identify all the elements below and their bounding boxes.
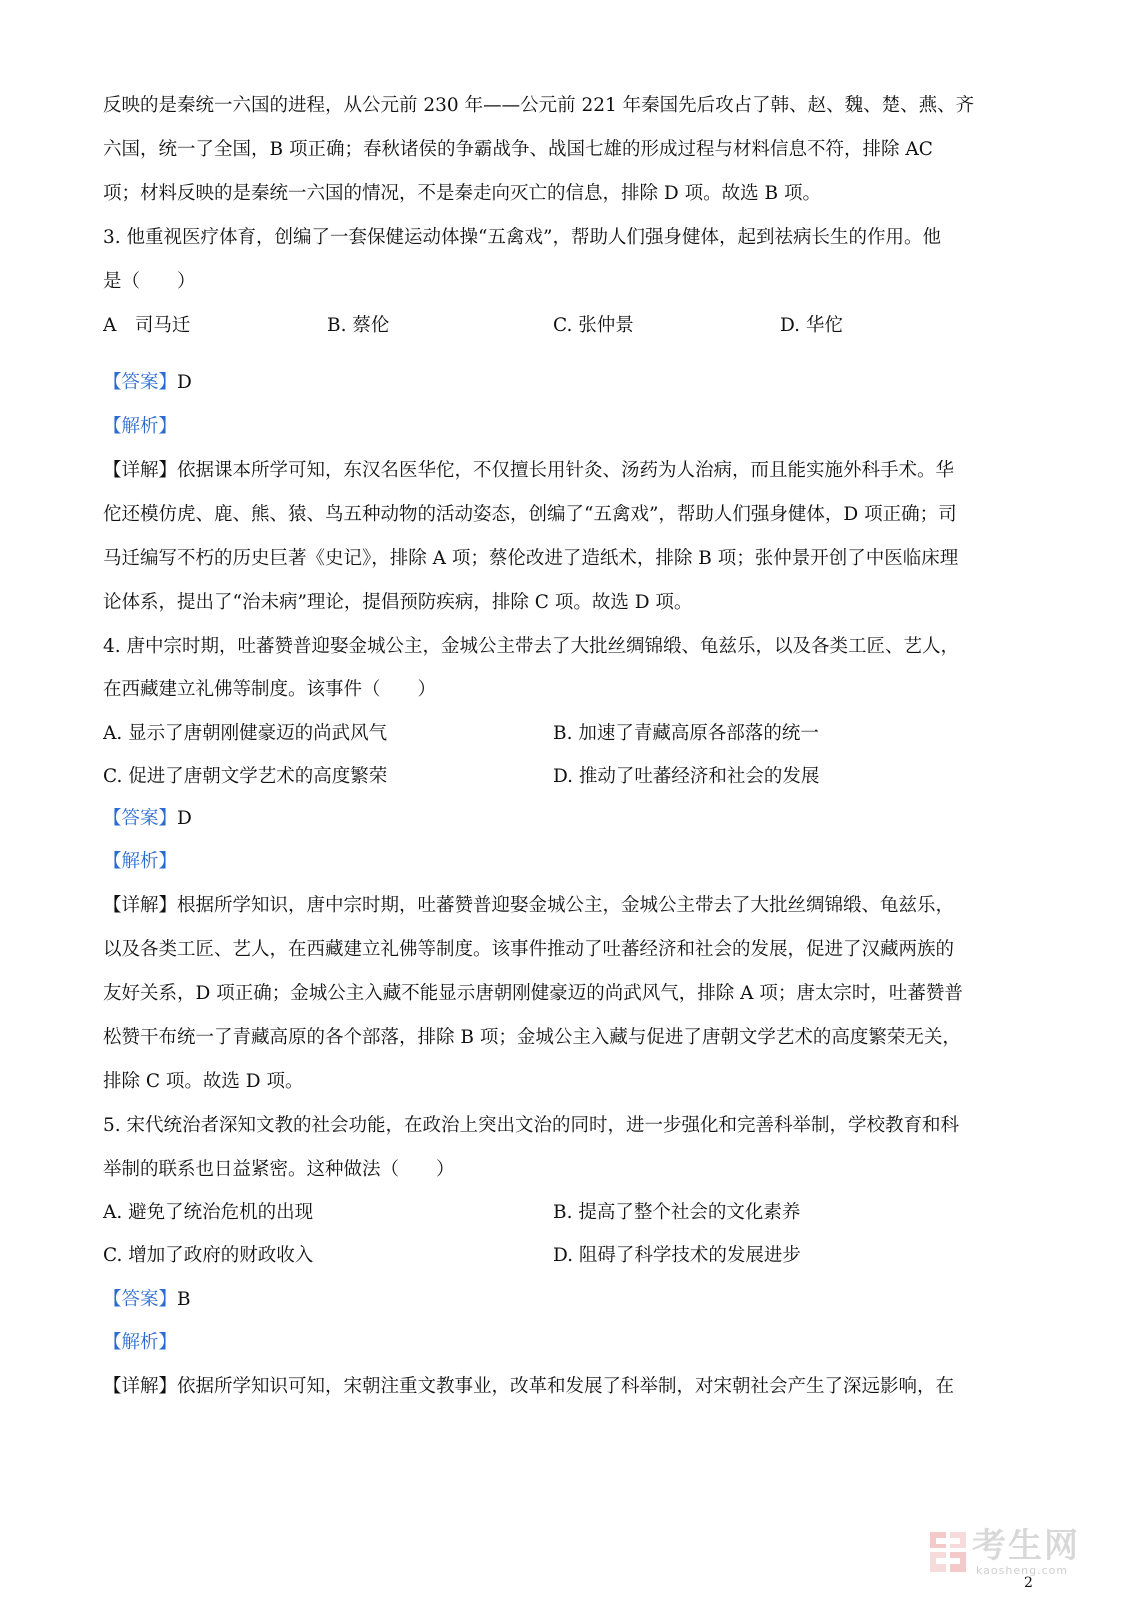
paragraph-line: 反映的是秦统一六国的进程，从公元前 230 年——公元前 221 年秦国先后攻占了韩、赵、魏、楚、燕、齐	[103, 95, 975, 116]
detail-text: 根据所学知识，唐中宗时期，吐蕃赞普迎娶金城公主，金城公主带去了大批丝绸锦缎、龟兹乐，	[177, 895, 955, 916]
q3-detail-line	[103, 459, 1033, 483]
q3-detail-line: 佗还模仿虎、鹿、熊、猿、鸟五种动物的活动姿态，创编了“五禽戏”，帮助人们强身健体，D 项正确；司	[103, 504, 957, 525]
q3-option-a: A 司马迁	[103, 315, 191, 336]
q5-answer	[103, 1288, 1033, 1312]
analysis-tag: 【解析】	[103, 1332, 178, 1353]
q5-detail-line	[103, 1375, 1033, 1399]
question-3-stem: 3. 他重视医疗体育，创编了一套保健运动体操“五禽戏”，帮助人们强身健体，起到祛病长生的作用。他	[103, 227, 941, 248]
q4-analysis	[103, 850, 1033, 874]
q3-option-b: B. 蔡伦	[327, 315, 390, 336]
answer-tag: 【答案】	[103, 808, 178, 829]
detail-tag: 【详解】	[103, 895, 178, 916]
watermark-text: 考生网	[972, 1526, 1080, 1566]
q4-option-d: D. 推动了吐蕃经济和社会的发展	[553, 766, 820, 787]
page-number: 2	[1024, 1575, 1033, 1591]
detail-tag: 【详解】	[103, 460, 178, 481]
q4-detail-line: 排除 C 项。故选 D 项。	[103, 1071, 304, 1092]
answer-value: B	[177, 1289, 191, 1310]
q4-detail-line: 友好关系，D 项正确；金城公主入藏不能显示唐朝刚健豪迈的尚武风气，排除 A 项；唐太宗时，吐蕃赞普	[103, 983, 963, 1004]
paragraph-line: 项；材料反映的是秦统一六国的情况，不是秦走向灭亡的信息，排除 D 项。故选 B 项。	[103, 183, 821, 204]
watermark-logo	[928, 1528, 1088, 1578]
q4-answer	[103, 807, 1033, 831]
q3-detail-line: 论体系，提出了“治未病”理论，提倡预防疾病，排除 C 项。故选 D 项。	[103, 592, 693, 613]
watermark-icon	[928, 1530, 968, 1576]
q3-detail-line: 马迁编写不朽的历史巨著《史记》，排除 A 项；蔡伦改进了造纸术，排除 B 项；张仲景开创了中医临床理	[103, 548, 959, 569]
answer-value: D	[177, 808, 192, 829]
q4-option-b: B. 加速了青藏高原各部落的统一	[553, 723, 819, 744]
answer-tag: 【答案】	[103, 372, 178, 393]
answer-tag: 【答案】	[103, 1289, 178, 1310]
detail-text: 依据课本所学可知，东汉名医华佗，不仅擅长用针灸、汤药为人治病，而且能实施外科手术。华	[177, 460, 955, 481]
paragraph-line: 六国，统一了全国，B 项正确；春秋诸侯的争霸战争、战国七雄的形成过程与材料信息不符，排除 AC	[103, 139, 933, 160]
q5-option-b: B. 提高了整个社会的文化素养	[553, 1202, 801, 1223]
q4-detail-line	[103, 894, 1033, 918]
q4-detail-line: 松赞干布统一了青藏高原的各个部落，排除 B 项；金城公主入藏与促进了唐朝文学艺术的高度繁荣无关，	[103, 1027, 961, 1048]
watermark-url: kaosheng.com	[976, 1564, 1069, 1577]
q4-option-a: A. 显示了唐朝刚健豪迈的尚武风气	[103, 723, 388, 744]
question-5-stem: 举制的联系也日益紧密。这种做法（ ）	[103, 1159, 455, 1180]
analysis-tag: 【解析】	[103, 416, 178, 437]
q3-analysis	[103, 415, 1033, 439]
question-5-stem: 5. 宋代统治者深知文教的社会功能，在政治上突出文治的同时，进一步强化和完善科举制，学校教育和科	[103, 1115, 960, 1136]
q3-option-c: C. 张仲景	[553, 315, 634, 336]
q3-answer	[103, 371, 1033, 395]
detail-tag: 【详解】	[103, 1376, 178, 1397]
q5-analysis	[103, 1331, 1033, 1355]
q4-option-c: C. 促进了唐朝文学艺术的高度繁荣	[103, 766, 388, 787]
answer-value: D	[177, 372, 192, 393]
q5-option-d: D. 阻碍了科学技术的发展进步	[553, 1245, 801, 1266]
analysis-tag: 【解析】	[103, 851, 178, 872]
q5-option-a: A. 避免了统治危机的出现	[103, 1202, 314, 1223]
q3-option-d: D. 华佗	[780, 315, 843, 336]
q4-detail-line: 以及各类工匠、艺人，在西藏建立礼佛等制度。该事件推动了吐蕃经济和社会的发展，促进了汉藏两族的	[103, 939, 955, 960]
question-4-stem: 在西藏建立礼佛等制度。该事件（ ）	[103, 679, 437, 700]
question-4-stem: 4. 唐中宗时期，吐蕃赞普迎娶金城公主，金城公主带去了大批丝绸锦缎、龟兹乐，以及各类工匠、艺人，	[103, 636, 960, 657]
detail-text: 依据所学知识可知，宋朝注重文教事业，改革和发展了科举制，对宋朝社会产生了深远影响，在	[177, 1376, 955, 1397]
question-3-stem: 是（ ）	[103, 271, 196, 292]
q5-option-c: C. 增加了政府的财政收入	[103, 1245, 314, 1266]
